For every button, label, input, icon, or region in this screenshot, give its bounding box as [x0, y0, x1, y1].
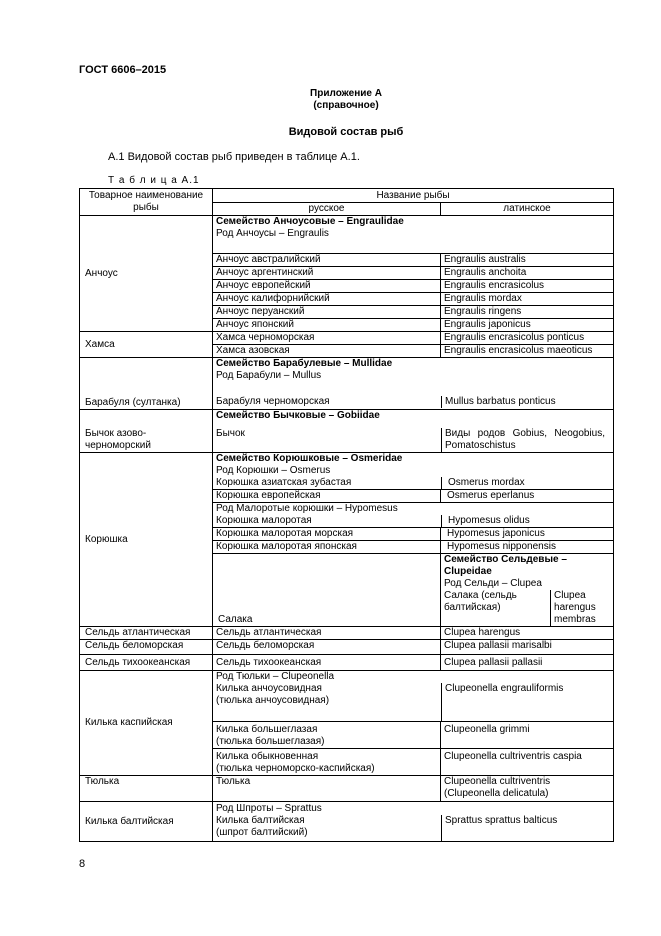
family-heading: Семейство Бычковые – Gobiidae — [216, 410, 380, 421]
table-row — [80, 358, 614, 410]
latin-name-cell: Clupea pallasii pallasii — [441, 655, 614, 671]
genus-heading: Род Анчоусы – Engraulis — [216, 228, 329, 239]
family-heading: Семейство Анчоусовые – Engraulidae — [216, 216, 404, 227]
latin-name-cell: Mullus barbatus ponticus — [445, 396, 556, 407]
latin-name-cell: Hypomesus nipponensis — [441, 541, 614, 554]
genus-heading: Род Барабули – Mullus — [216, 370, 322, 381]
latin-name-cell: Osmerus eperlanus — [441, 490, 614, 503]
trade-name-cell: Тюлька — [80, 776, 213, 802]
table-row — [80, 802, 614, 842]
russian-name: Килька обыкновенная — [216, 751, 319, 762]
russian-name-cell — [213, 815, 442, 841]
genus-heading: Род Корюшки – Osmerus — [216, 465, 331, 476]
latin-name-cell: Engraulis anchoita — [441, 267, 614, 280]
family-heading: Семейство Сельдевые – Clupeidae — [444, 554, 567, 577]
annex-heading — [79, 88, 613, 112]
family-heading: Семейство Корюшковые – Osmeridae — [216, 453, 403, 464]
latin-name-cell: Engraulis japonicus — [441, 319, 614, 332]
latin-name-cell: Engraulis encrasicolus ponticus — [441, 332, 614, 345]
genus-block — [213, 503, 614, 528]
document-code: ГОСТ 6606–2015 — [79, 64, 167, 76]
russian-name-cell: Бычок — [213, 428, 442, 452]
latin-name: Clupeonella cultriventris — [444, 776, 551, 787]
latin-name-cell: Osmerus mordax — [448, 477, 525, 488]
russian-name: Килька большеглазая — [216, 724, 318, 735]
genus-heading: Род Шпроты – Sprattus — [216, 803, 322, 814]
family-block — [213, 453, 614, 490]
latin-name-cell: Engraulis encrasicolus maeoticus — [441, 345, 614, 358]
page-number: 8 — [79, 858, 86, 870]
russian-name-cell: Анчоус европейский — [213, 280, 441, 293]
trade-name-cell: Сельдь беломорская — [80, 640, 213, 655]
latin-name-cell: Engraulis ringens — [441, 306, 614, 319]
russian-name-cell: Анчоус австралийский — [213, 254, 441, 267]
russian-name-alt: (тюлька большеглазая) — [216, 736, 325, 747]
table-row — [80, 776, 614, 802]
latin-name-cell: Clupeonella grimmi — [441, 722, 614, 749]
russian-name-cell: Корюшка малоротая — [213, 515, 442, 527]
table-row — [80, 655, 614, 671]
annex-note: (справочное) — [313, 100, 379, 111]
russian-name-cell: Анчоус перуанский — [213, 306, 441, 319]
trade-name-cell: Салака — [213, 554, 441, 627]
russian-name-cell: Анчоус калифорнийский — [213, 293, 441, 306]
table-row — [80, 627, 614, 640]
russian-name-cell: Сельдь беломорская — [213, 640, 441, 655]
header-russian: русское — [213, 203, 441, 216]
russian-name-cell: Анчоус аргентинский — [213, 267, 441, 280]
russian-name-alt: (тюлька анчоусовидная) — [216, 695, 330, 706]
russian-name-alt: (тюлька черноморско-каспийская) — [216, 763, 375, 774]
russian-name-cell: Анчоус японский — [213, 319, 441, 332]
latin-name-cell: Engraulis encrasicolus — [441, 280, 614, 293]
section-title: Видовой состав рыб — [288, 126, 404, 138]
trade-name-cell: Анчоус — [80, 216, 213, 332]
russian-name-cell: Барабуля черноморская — [213, 396, 442, 408]
russian-name-cell: Хамса черноморская — [213, 332, 441, 345]
table-row — [80, 410, 614, 453]
latin-name-alt: (Clupeonella delicatula) — [444, 788, 549, 799]
family-block — [213, 410, 614, 453]
family-genus-cell — [213, 216, 614, 254]
russian-name-cell: Корюшка малоротая морская — [213, 528, 441, 541]
trade-name-cell: Хамса — [80, 332, 213, 358]
latin-name-cell — [441, 776, 614, 802]
genus-heading: Род Тюльки – Clupeonella — [216, 671, 335, 682]
russian-name-cell: Хамса азовская — [213, 345, 441, 358]
russian-name: Килька анчоусовидная — [216, 683, 322, 694]
trade-name-cell: Бычок азово-черноморский — [80, 410, 213, 453]
species-table — [79, 188, 614, 842]
latin-name-cell: Clupeonella engrauliformis — [445, 683, 564, 694]
table-caption: Т а б л и ц а А.1 — [108, 175, 200, 186]
family-block — [213, 358, 614, 410]
russian-name-cell — [213, 749, 441, 776]
table-row — [80, 640, 614, 655]
russian-name-cell: Салака (сельдь балтийская) — [441, 590, 551, 626]
table-row — [80, 671, 614, 722]
trade-name-cell: Сельдь тихоокеанская — [80, 655, 213, 671]
trade-name-cell: Килька каспийская — [80, 671, 213, 776]
russian-name-cell: Корюшка европейская — [213, 490, 441, 503]
latin-name-cell: Hypomesus japonicus — [441, 528, 614, 541]
header-fish-name: Название рыбы — [213, 189, 614, 203]
genus-block — [213, 802, 614, 842]
russian-name-cell: Тюлька — [213, 776, 441, 802]
russian-name-cell: Корюшка малоротая японская — [213, 541, 441, 554]
trade-name-cell: Барабуля (султанка) — [80, 358, 213, 410]
genus-block — [213, 671, 614, 722]
table-row — [80, 332, 614, 345]
latin-name-cell: Engraulis australis — [441, 254, 614, 267]
genus-heading: Род Сельди – Clupea — [444, 578, 542, 589]
latin-name-cell: Виды родов Gobius, Neogobius, Pomatoschistus — [445, 428, 605, 451]
latin-name-cell: Hypomesus olidus — [448, 515, 530, 526]
family-heading: Семейство Барабулевые – Mullidae — [216, 358, 393, 369]
header-trade-name: Товарное наименование рыбы — [80, 189, 213, 216]
trade-name-cell: Корюшка — [80, 453, 213, 627]
trade-name-cell: Сельдь атлантическая — [80, 627, 213, 640]
russian-name-cell — [213, 683, 442, 721]
russian-name: Килька балтийская — [216, 815, 305, 826]
trade-name-cell: Килька балтийская — [80, 802, 213, 842]
genus-heading: Род Малоротые корюшки – Hypomesus — [216, 503, 398, 514]
latin-name-cell: Engraulis mordax — [441, 293, 614, 306]
annex-title: Приложение А — [310, 88, 382, 99]
latin-name-cell: Clupea pallasii marisalbi — [441, 640, 614, 655]
russian-name-alt: (шпрот балтийский) — [216, 827, 308, 838]
latin-name-cell: Clupea harengus — [441, 627, 614, 640]
russian-name-cell: Корюшка азиатская зубастая — [213, 477, 442, 489]
intro-paragraph: А.1 Видовой состав рыб приведен в таблице А.1. — [108, 151, 360, 163]
latin-name-cell: Sprattus sprattus balticus — [445, 815, 558, 826]
table-row — [80, 453, 614, 490]
latin-name-cell: Clupea harengus membras — [554, 590, 596, 625]
russian-name-cell: Сельдь тихоокеанская — [213, 655, 441, 671]
russian-name-cell: Сельдь атлантическая — [213, 627, 441, 640]
russian-name-cell — [213, 722, 441, 749]
header-latin: латинское — [441, 203, 614, 216]
family-block — [441, 554, 614, 627]
latin-name-cell: Clupeonella cultriventris caspia — [441, 749, 614, 776]
